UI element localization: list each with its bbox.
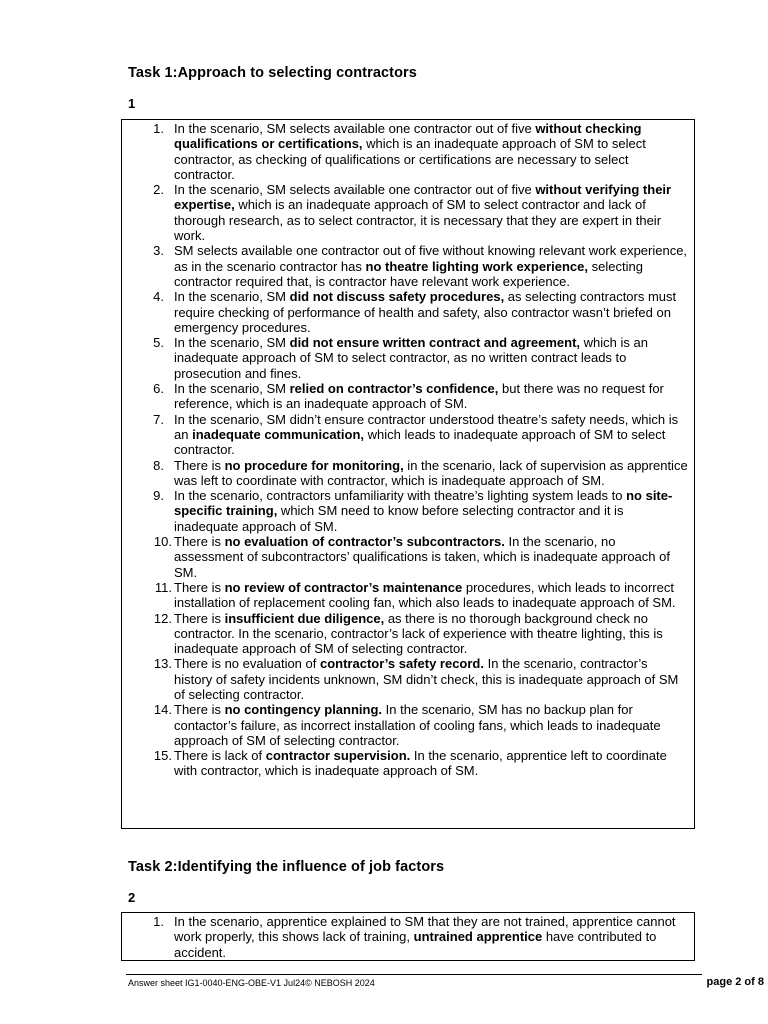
answer-item-text <box>174 534 688 580</box>
answer-text-segment: in the scenario, lack of supervision as apprentice was left to coordinate with contractor, which is inadequate approach of SM. <box>174 457 688 488</box>
answer-item-text <box>174 243 688 289</box>
answer-text-segment: which leads to inadequate approach of SM to select contractor. <box>174 426 666 458</box>
answer-item-number: 13. <box>153 656 172 672</box>
answer-item <box>122 580 688 611</box>
answer-item <box>122 488 688 534</box>
answer-text-segment: There is <box>174 457 225 473</box>
answer-text-segment: In the scenario, SM <box>174 289 290 305</box>
answer-text-segment: but there was no request for reference, which is an inadequate approach of SM. <box>174 381 664 412</box>
answer-text-segment: In the scenario, apprentice explained to SM that they are not trained, apprentice cannot work properly, this shows lack of training, <box>174 914 676 945</box>
answer-item-number: 10. <box>153 534 172 550</box>
task1-question-number: 1 <box>128 96 136 111</box>
answer-item <box>122 412 688 458</box>
answer-item-number: 2. <box>153 182 164 198</box>
answer-text-segment: as selecting contractors must require checking of performance of health and safety, also contractor wasn’t briefed on emergency procedures. <box>174 289 677 335</box>
answer-key-phrase: contractor supervision. <box>265 748 411 764</box>
answer-item-text <box>174 182 688 243</box>
answer-item-text <box>174 458 688 489</box>
task2-question-number: 2 <box>128 890 136 905</box>
answer-item-number: 1. <box>153 121 164 136</box>
answer-item-number: 12. <box>153 610 172 626</box>
answer-item-text <box>174 121 688 182</box>
answer-item <box>122 381 688 412</box>
answer-item-number: 5. <box>153 335 164 351</box>
answer-item <box>122 121 688 182</box>
task2-answer-list <box>122 913 688 960</box>
answer-text-segment: In the scenario, SM has no backup plan for contactor’s failure, as incorrect installation of cooling fans, which leads to inadequate approach of SM of selecting contractor. <box>174 702 661 748</box>
answer-text-segment: as there is no thorough background check no contractor. In the scenario, contractor’s lack of experience with theatre lighting, this is inadequate approach of SM of selecting contractor. <box>174 610 663 657</box>
answer-item-number: 7. <box>153 411 164 427</box>
answer-text-segment: In the scenario, SM <box>174 381 290 397</box>
answer-text-segment: In the scenario, contractor’s history of safety incidents unknown, SM didn’t check, this is inadequate approach of SM of selecting contractor. <box>174 656 679 702</box>
answer-text-segment: There is lack of <box>174 748 266 764</box>
answer-item <box>122 243 688 289</box>
answer-text-segment: procedures, which leads to incorrect installation of replacement cooling fan, which also leads to inadequate approach of SM. <box>174 579 676 611</box>
answer-text-segment: In the scenario, SM selects available one contractor out of five <box>174 182 536 198</box>
answer-item <box>122 656 688 702</box>
answer-text-segment: In the scenario, contractors unfamiliarity with theatre’s lighting system leads to <box>174 488 627 504</box>
footer-document-reference: Answer sheet IG1-0040-ENG-OBE-V1 Jul24© NEBOSH 2024 <box>128 978 375 988</box>
answer-item <box>122 611 688 657</box>
answer-item <box>122 182 688 243</box>
answer-item <box>122 914 688 960</box>
answer-key-phrase: without verifying their expertise, <box>174 182 672 213</box>
answer-text-segment: which is an inadequate approach of SM to select contractor and lack of thorough research, as to select contractor, it is necessary that they are expert in their work. <box>174 197 662 244</box>
answer-key-phrase: no procedure for monitoring, <box>224 457 404 473</box>
answer-key-phrase: no site-specific training, <box>174 488 673 519</box>
answer-item-text <box>174 702 688 748</box>
answer-item <box>122 335 688 381</box>
answer-text-segment: There is <box>174 579 225 595</box>
task2-answer-box[interactable] <box>121 912 695 961</box>
answer-item-number: 4. <box>153 289 164 305</box>
answer-text-segment: which is an inadequate approach of SM to select contractor, as no written contract leads to prosecution and fines. <box>174 335 648 381</box>
answer-key-phrase: insufficient due diligence, <box>224 610 385 626</box>
answer-key-phrase: contractor’s safety record. <box>319 656 484 672</box>
answer-text-segment: There is no evaluation of <box>174 656 320 672</box>
answer-item-text <box>174 488 688 534</box>
footer-divider <box>126 974 702 975</box>
answer-item-number: 15. <box>153 748 172 764</box>
answer-key-phrase: no review of contractor’s maintenance <box>224 579 463 595</box>
task1-answer-box[interactable] <box>121 119 695 829</box>
answer-text-segment: selecting contractor required that, is contractor have relevant work experience. <box>174 258 643 289</box>
answer-key-phrase: no evaluation of contractor’s subcontractors. <box>224 534 505 550</box>
answer-item-text <box>174 748 688 779</box>
answer-text-segment: There is <box>174 610 225 626</box>
answer-item-text <box>174 580 688 611</box>
answer-item-number: 6. <box>153 381 164 397</box>
answer-text-segment: In the scenario, apprentice left to coordinate with contractor, which is inadequate approach of SM. <box>174 748 667 779</box>
answer-text-segment: SM selects available one contractor out of five without knowing relevant work experience, as in the scenario contractor has <box>174 243 688 274</box>
answer-text-segment: There is <box>174 534 225 550</box>
footer-page-number: page 2 of 8 <box>706 976 764 988</box>
answer-item <box>122 289 688 335</box>
answer-item <box>122 534 688 580</box>
answer-item-number: 11. <box>154 579 172 595</box>
answer-item-number: 1. <box>153 914 164 929</box>
answer-key-phrase: relied on contractor’s confidence, <box>289 381 499 397</box>
answer-item-text <box>174 656 688 702</box>
answer-item-text <box>174 381 688 412</box>
answer-text-segment: have contributed to accident. <box>174 929 657 960</box>
answer-item <box>122 748 688 779</box>
answer-key-phrase: no theatre lighting work experience, <box>365 258 588 274</box>
task1-title: Task 1:Approach to selecting contractors <box>128 65 417 81</box>
answer-item-text <box>174 289 688 335</box>
answer-text-segment: In the scenario, SM selects available one contractor out of five <box>174 121 536 136</box>
answer-item <box>122 458 688 489</box>
task1-answer-list <box>122 120 688 779</box>
answer-item-number: 8. <box>153 457 164 473</box>
answer-item-number: 3. <box>153 243 164 259</box>
task2-title: Task 2:Identifying the influence of job factors <box>128 859 445 875</box>
answer-text-segment: which is an inadequate approach of SM to select contractor, as checking of qualifications or certifications are necessary to select contractor. <box>174 136 646 182</box>
answer-key-phrase: untrained apprentice <box>413 929 543 945</box>
answer-key-phrase: inadequate communication, <box>192 426 364 442</box>
answer-item-text <box>174 914 688 960</box>
answer-key-phrase: no contingency planning. <box>224 702 383 718</box>
answer-key-phrase: did not ensure written contract and agreement, <box>289 335 581 351</box>
answer-item <box>122 702 688 748</box>
answer-key-phrase: did not discuss safety procedures, <box>289 289 505 305</box>
answer-item-text <box>174 611 688 657</box>
answer-item-number: 14. <box>153 702 172 718</box>
answer-item-text <box>174 335 688 381</box>
answer-item-text <box>174 412 688 458</box>
answer-text-segment: In the scenario, SM <box>174 335 290 351</box>
answer-text-segment: In the scenario, no assessment of subcontractors’ qualifications is taken, which is inadequate approach of SM. <box>174 534 670 580</box>
answer-text-segment: which SM need to know before selecting contractor and it is inadequate approach of SM. <box>174 503 624 534</box>
answer-item-number: 9. <box>153 488 164 504</box>
answer-text-segment: In the scenario, SM didn’t ensure contractor understood theatre’s safety needs, which is an <box>174 411 679 442</box>
answer-text-segment: There is <box>174 702 225 718</box>
answer-key-phrase: without checking qualifications or certifications, <box>174 121 642 152</box>
